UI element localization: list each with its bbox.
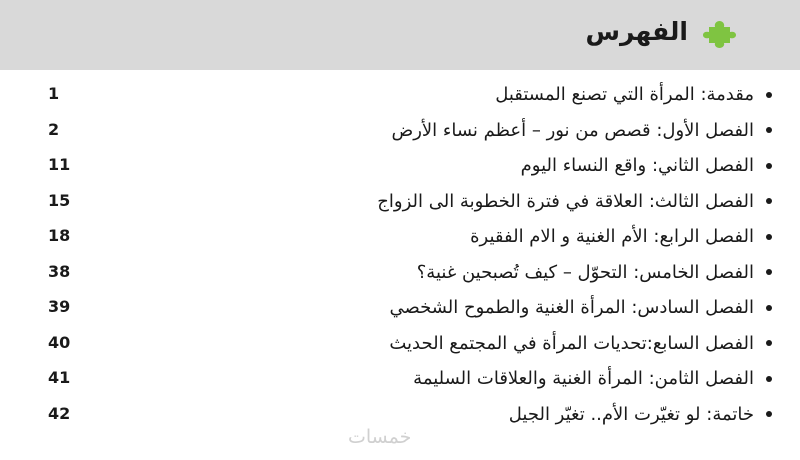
- toc-row: [0, 149, 800, 185]
- header-bar: [0, 0, 800, 70]
- toc-row: [0, 220, 800, 256]
- toc-row: [0, 327, 800, 363]
- toc-entry-title: خاتمة: لو تغيّرت الأم.. تغيّر الجيل: [508, 403, 754, 425]
- toc-row: [0, 256, 800, 292]
- toc-page-number: 18: [48, 226, 71, 245]
- toc-list: [0, 78, 800, 433]
- bullet: [766, 376, 772, 382]
- toc-page-number: 2: [48, 119, 60, 139]
- puzzle-piece-icon: [700, 19, 740, 49]
- toc-row: [0, 362, 800, 398]
- toc-entry-title: الفصل السابع:تحديات المرأة في المجتمع الحديث: [389, 332, 754, 354]
- toc-entry-title: الفصل الثالث: العلاقة في فترة الخطوبة الى الزواج: [377, 190, 754, 212]
- toc-row: [0, 291, 800, 327]
- toc-row: [0, 185, 800, 221]
- toc-page-number: 42: [48, 403, 71, 423]
- watermark: خمسات: [348, 426, 412, 448]
- toc-entry-title: الفصل الثاني: واقع النساء اليوم: [520, 155, 754, 176]
- toc-entry-title: الفصل الخامس: التحوّل – كيف تُصبحين غنية؟: [416, 261, 754, 283]
- toc-page-number: 41: [48, 368, 71, 387]
- toc-page-number: 15: [48, 190, 71, 210]
- bullet: [766, 305, 772, 311]
- bullet: [766, 92, 772, 98]
- bullet: [766, 411, 772, 417]
- toc-entry-title: الفصل الثامن: المرأة الغنية والعلاقات السليمة: [413, 368, 754, 389]
- bullet: [766, 269, 772, 275]
- toc-page-number: 40: [48, 332, 71, 352]
- toc-entry-title: مقدمة: المرأة التي تصنع المستقبل: [495, 84, 754, 105]
- toc-entry-title: الفصل الأول: قصص من نور – أعظم نساء الأرض: [391, 119, 754, 141]
- bullet: [766, 127, 772, 133]
- toc-page-number: 11: [48, 155, 71, 174]
- toc-row: [0, 114, 800, 150]
- toc-row: [0, 78, 800, 114]
- toc-page-number: 1: [48, 84, 60, 103]
- toc-entry-title: الفصل الرابع: الأم الغنية و الام الفقيرة: [470, 226, 754, 247]
- toc-page-number: 38: [48, 261, 71, 281]
- bullet: [766, 163, 772, 169]
- bullet: [766, 234, 772, 240]
- page-title: الفهرس: [585, 17, 688, 46]
- bullet: [766, 340, 772, 346]
- bullet: [766, 198, 772, 204]
- toc-entry-title: الفصل السادس: المرأة الغنية والطموح الشخصي: [389, 297, 754, 318]
- toc-page-number: 39: [48, 297, 71, 316]
